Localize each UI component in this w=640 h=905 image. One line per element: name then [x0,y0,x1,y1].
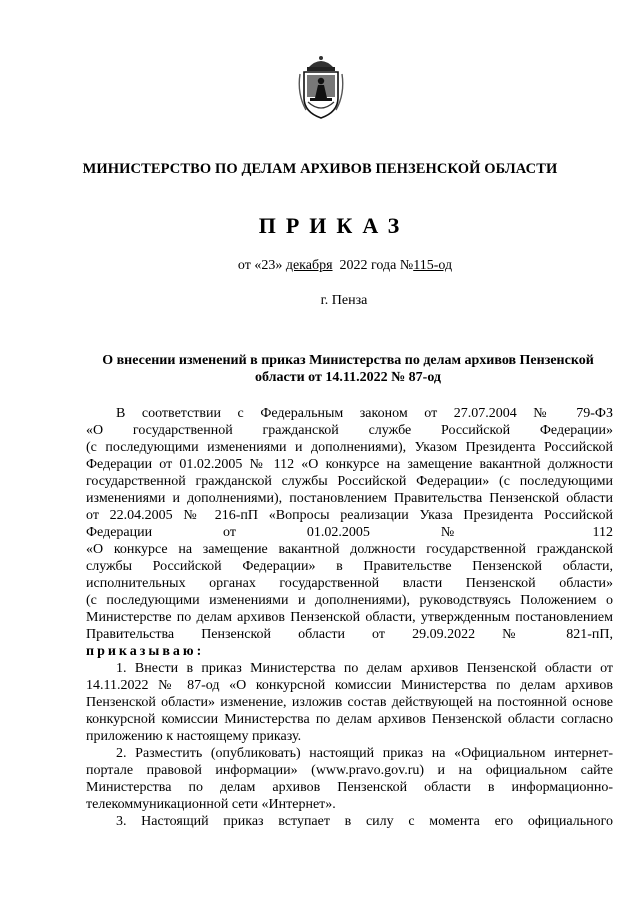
date-prefix: от «23» [237,258,286,273]
preamble-line: Министерстве по делам архивов Пензенской области, утвержденным постановлением [86,610,613,625]
order-word-line [86,643,613,660]
preamble-line: исполнительных органах государственной власти Пензенской области» [86,576,613,591]
preamble-line: «О конкурсе на замещение вакантной должности государственной гражданской [86,542,613,557]
item-1: 1. Внести в приказ Министерства по делам архивов Пензенской области от 14.11.2022 № 87-од «О конкурсной комиссии Министерства по делам архивов Пензенской области» изменение, изложив состав действующей на постоянной основе конкурсной комиссии Министерства по делам архивов Пензенской области согласно приложению к настоящему приказу. [86,661,613,744]
order-word: приказываю [86,644,197,659]
order-body [86,405,613,830]
preamble-line: Правительства Пензенской области от 29.09.2022 № 821-пП, [86,627,613,642]
order-colon: : [196,644,202,659]
preamble-line: (с последующими изменениями и дополнениями), Указом Президента Российской [86,440,613,455]
preamble-line: от 22.04.2005 № 216-пП «Вопросы реализации Указа Президента Российской [86,508,613,523]
document-type-title: ПРИКАЗ [258,213,410,238]
item-2: 2. Разместить (опубликовать) настоящий приказ на «Официальном интернет-портале правовой информации» (www.pravo.gov.ru) и на официальном сайте Министерства по делам архивов Пензенской области в информационно-телекоммуникационной сети «Интернет». [86,746,613,812]
preamble-line: (с последующими изменениями и дополнениями), руководствуясь Положением о [86,593,613,608]
preamble-line: службы Российской Федерации» в Правительстве Пензенской области, [86,559,613,574]
item-3: 3. Настоящий приказ вступает в силу с момента его официального [116,814,613,829]
order-number: 115-од [413,258,453,273]
date-month: декабря [285,258,333,273]
preamble-line: изменениями и дополнениями), постановлением Правительства Пензенской области [86,491,613,506]
city: г. Пенза [320,293,368,308]
preamble-line: В соответствии с Федеральным законом от 27.07.2004 № 79-ФЗ [116,406,613,421]
ministry-name: МИНИСТЕРСТВО ПО ДЕЛАМ АРХИВОВ ПЕНЗЕНСКОЙ ОБЛАСТИ [82,161,558,177]
coat-of-arms-emblem [296,54,346,120]
preamble-line: «О государственной гражданской службе Российской Федерации» [86,423,613,438]
preamble-line: Федерации от 01.02.2005 № 112 «О конкурсе на замещение вакантной должности [86,457,613,472]
date-suffix: 2022 года № [332,258,414,273]
preamble-line: Федерации от 01.02.2005 № 112 [86,525,613,540]
preamble-line: государственной гражданской службы Российской Федерации» (с последующими [86,474,613,489]
order-date-number [0,258,640,274]
preamble [86,405,613,660]
order-subject: О внесении изменений в приказ Министерства по делам архивов Пензенской области от 14.11.2022 № 87-од [102,353,594,385]
